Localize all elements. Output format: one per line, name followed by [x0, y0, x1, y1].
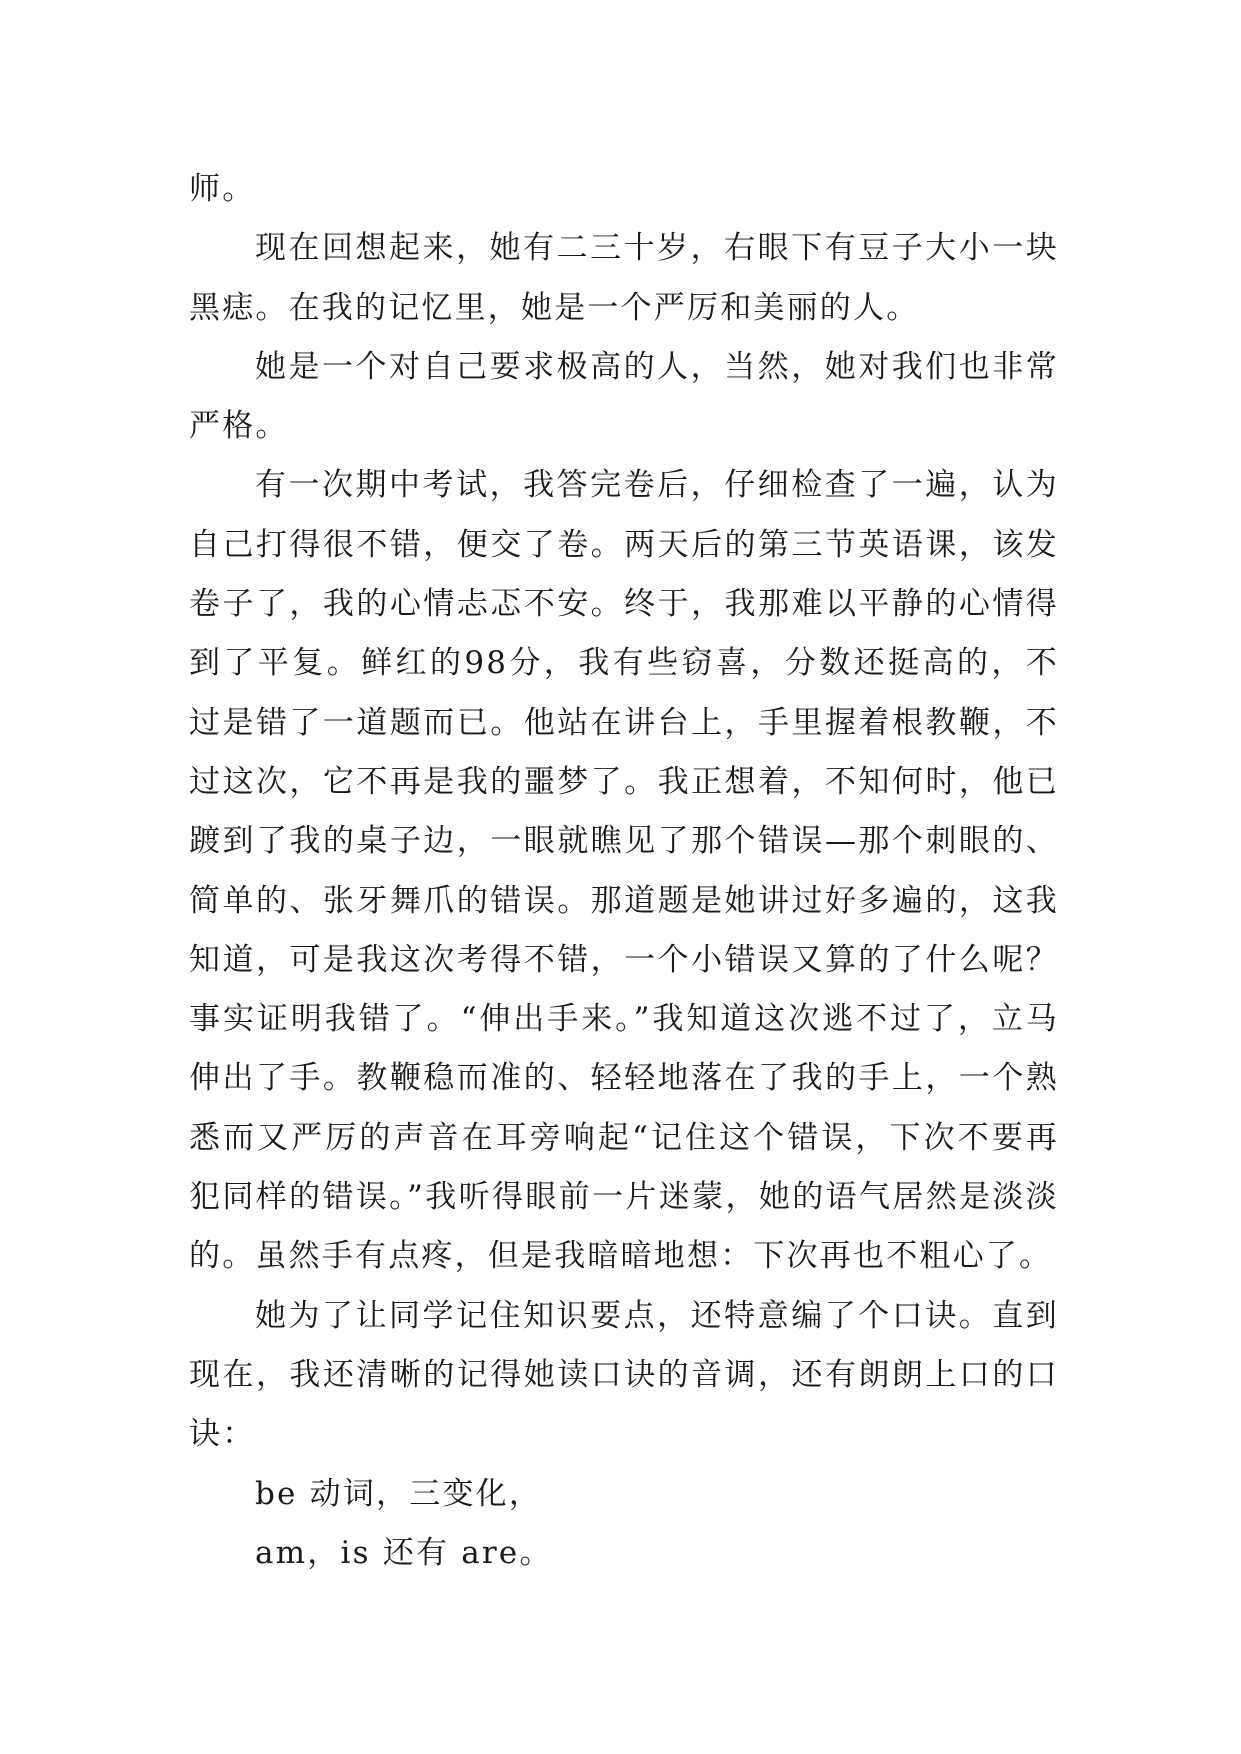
verse-line: be 动词，三变化， [255, 1475, 543, 1512]
paragraph-mnemonic: 她为了让同学记住知识要点，还特意编了个口诀。直到现在，我还清晰的记得她读口诀的音调，还有朗朗上口的口诀： [189, 1297, 1059, 1453]
paragraph-continuation: 师。 [189, 171, 256, 207]
paragraph-exam-story: 有一次期中考试，我答完卷后，仔细检查了一遍，认为自己打得很不错，便交了卷。两天后的第三节英语课，该发卷子了，我的心情忐忑不安。终于，我那难以平静的心情得到了平复。鲜红的98分，我有些窃喜，分数还挺高的，不过是错了一道题而已。他站在讲台上，手里握着根教鞭，不过这次，它不再是我的噩梦了。我正想着，不知何时，他已踱到了我的桌子边，一眼就瞧见了那个错误—那个刺眼的、简单的、张牙舞爪的错误。那道题是她讲过好多遍的，这我知道，可是我这次考得不错，一个小错误又算的了什么呢？事实证明我错了。“伸出手来。”我知道这次逃不过了，立马伸出了手。教鞭稳而准的、轻轻地落在了我的手上，一个熟悉而又严厉的声音在耳旁响起“记住这个错误，下次不要再犯同样的错误。”我听得眼前一片迷蒙，她的语气居然是淡淡的。虽然手有点疼，但是我暗暗地想：下次再也不粗心了。 [189, 467, 1059, 1275]
paragraph-appearance: 现在回想起来，她有二三十岁，右眼下有豆子大小一块黑痣。在我的记忆里，她是一个严厉和美丽的人。 [189, 230, 1059, 326]
verse-line: am，is 还有 are。 [255, 1534, 553, 1571]
paragraph-strictness: 她是一个对自己要求极高的人，当然，她对我们也非常严格。 [189, 348, 1059, 445]
body-text [189, 160, 1059, 1583]
